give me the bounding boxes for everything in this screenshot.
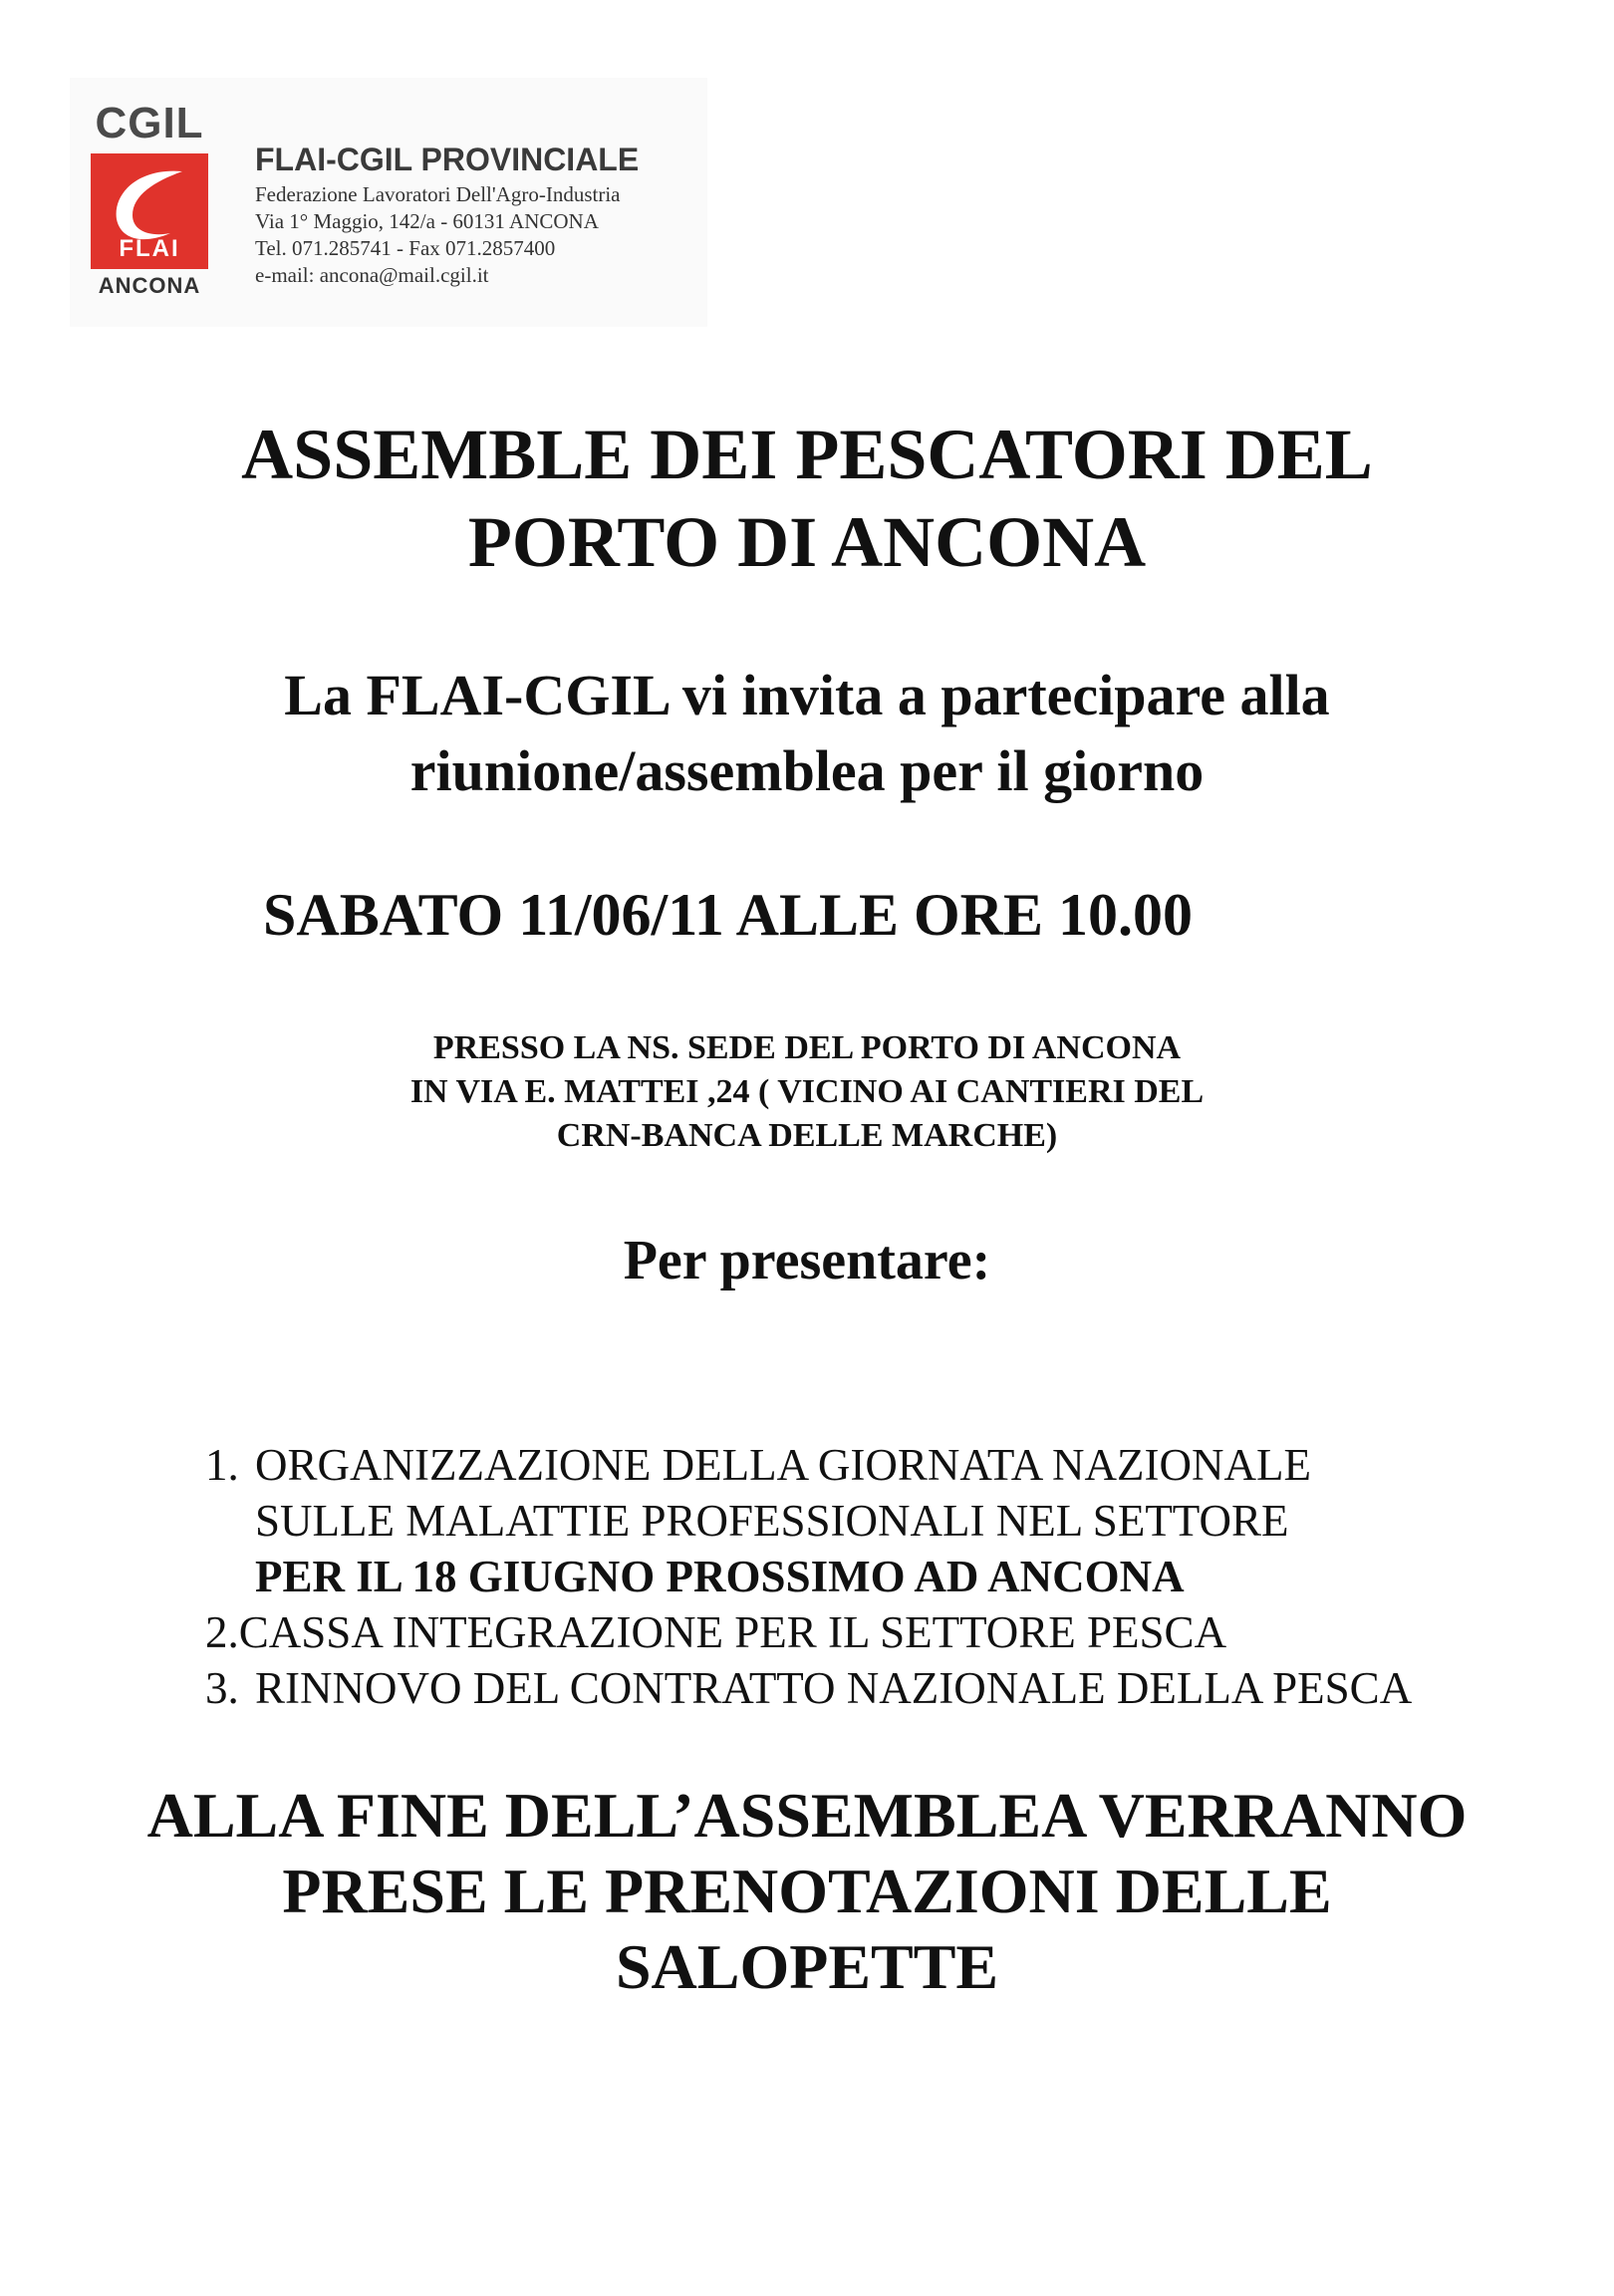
logo-ancona-text: ANCONA [98, 273, 201, 298]
meeting-location [0, 1026, 1614, 1158]
location-line: IN VIA E. MATTEI ,24 ( VICINO AI CANTIERI DEL [409, 1073, 1205, 1110]
closing-line: ALLA FINE DELL’ASSEMBLEA VERRANNO [146, 1780, 1468, 1851]
location-line: PRESSO LA NS. SEDE DEL PORTO DI ANCONA [432, 1029, 1182, 1066]
logo-cgil-text: CGIL [95, 99, 204, 147]
agenda-item-number: 3. [205, 1663, 239, 1713]
invitation-line: La FLAI-CGIL vi invita a partecipare alla [284, 663, 1330, 727]
agenda-heading: Per presentare: [623, 1230, 991, 1292]
agenda-item-3 [205, 1660, 1412, 1716]
invitation-text [0, 658, 1614, 809]
logo-red-box [91, 153, 208, 269]
agenda-item-1-date: PER IL 18 GIUGNO PROSSIMO AD ANCONA [255, 1552, 1185, 1601]
organization-phone: Tel. 071.285741 - Fax 071.2857400 [255, 236, 556, 260]
agenda-list [205, 1437, 1412, 1716]
closing-line: PRESE LE PRENOTAZIONI DELLE [282, 1856, 1332, 1926]
invitation-line: riunione/assemblea per il giorno [409, 738, 1205, 803]
logo-flai-text: FLAI [119, 235, 180, 262]
title-line: ASSEMBLE DEI PESCATORI DEL [241, 415, 1373, 494]
page-title [0, 411, 1614, 586]
organization-address: Via 1° Maggio, 142/a - 60131 ANCONA [255, 209, 599, 233]
organization-info [255, 142, 639, 289]
agenda-item-2: 2.CASSA INTEGRAZIONE PER IL SETTORE PESCA [205, 1607, 1227, 1657]
closing-notice [0, 1778, 1614, 2005]
agenda-item-number: 1. [205, 1440, 239, 1490]
agenda-item-text: ORGANIZZAZIONE DELLA GIORNATA NAZIONALE [255, 1440, 1311, 1490]
title-line: PORTO DI ANCONA [467, 502, 1147, 582]
letterhead [70, 78, 707, 327]
organization-description: Federazione Lavoratori Dell'Agro-Industria [255, 182, 621, 206]
closing-line: SALOPETTE [615, 1931, 999, 2002]
location-line: CRN-BANCA DELLE MARCHE) [556, 1117, 1058, 1154]
agenda-item-1-continuation: SULLE MALATTIE PROFESSIONALI NEL SETTORE [255, 1496, 1289, 1546]
organization-email: e-mail: ancona@mail.cgil.it [255, 263, 489, 287]
agenda-item-1 [205, 1437, 1412, 1493]
meeting-date: SABATO 11/06/11 ALLE ORE 10.00 [263, 882, 1194, 948]
agenda-item-text: RINNOVO DEL CONTRATTO NAZIONALE DELLA PESCA [255, 1663, 1413, 1713]
cgil-flai-logo [88, 99, 211, 299]
organization-name: FLAI-CGIL PROVINCIALE [255, 142, 640, 177]
